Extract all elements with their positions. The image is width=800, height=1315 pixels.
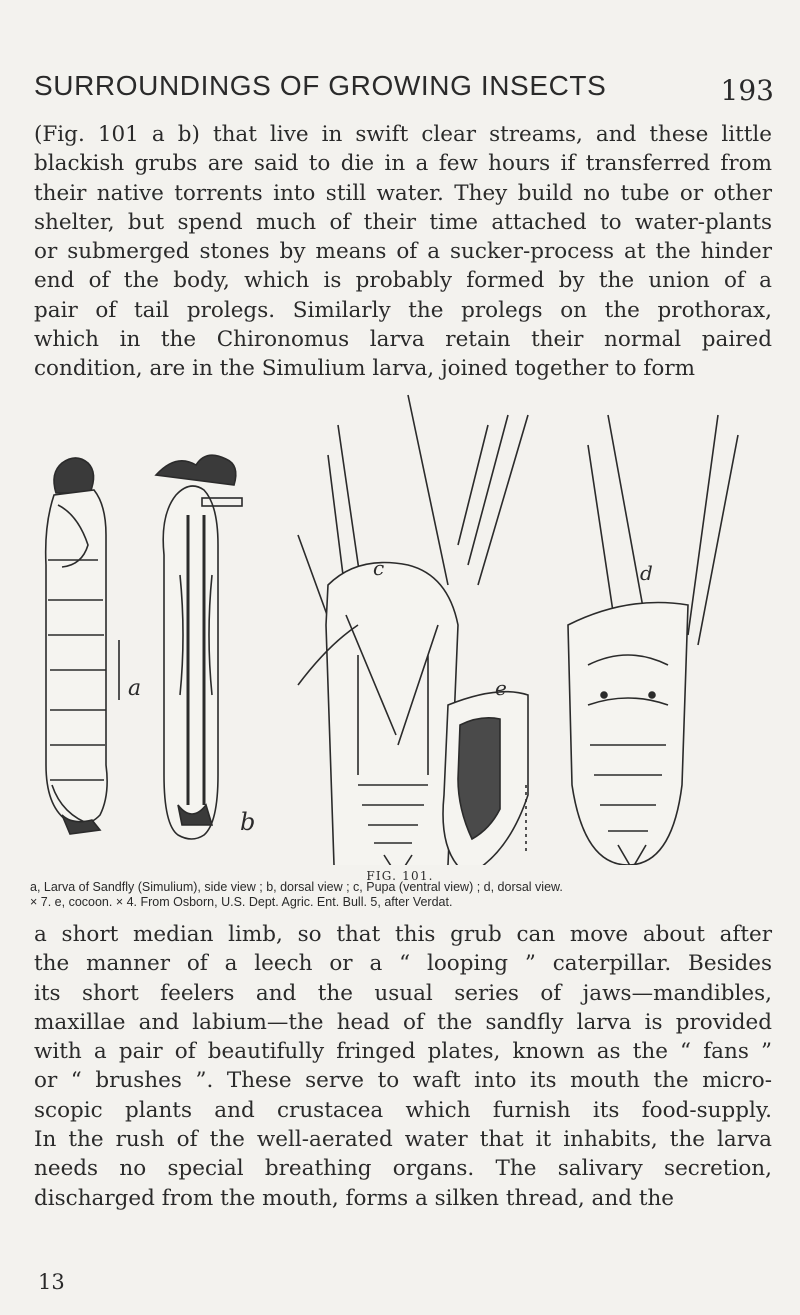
panel-letter-b: b xyxy=(240,808,256,836)
text-line: with a pair of beautifully fringed plates, known as the “ fans ” xyxy=(34,1039,772,1065)
figure-101-illustration xyxy=(28,385,772,865)
text-line: which in the Chironomus larva retain their normal paired xyxy=(34,327,772,353)
paragraph-1 xyxy=(34,120,772,384)
panel-letter-a: a xyxy=(128,676,142,701)
text-line: shelter, but spend much of their time attached to water-plants xyxy=(34,209,772,235)
text-line: or submerged stones by means of a sucker-process at the hinder xyxy=(34,239,772,265)
text-line: discharged from the mouth, forms a silken thread, and the xyxy=(34,1185,675,1211)
caption-line: × 7. e, cocoon. × 4. From Osborn, U.S. Dept. Agric. Ent. Bull. 5, after Verdat. xyxy=(30,895,453,909)
text-line: (Fig. 101 a b) that live in swift clear streams, and these little xyxy=(34,122,772,147)
text-line: end of the body, which is probably formed by the union of a xyxy=(34,268,772,294)
running-head-title: SURROUNDINGS OF GROWING INSECTS xyxy=(34,70,607,101)
larva-dorsal-view xyxy=(156,455,242,839)
text-line: a short median limb, so that this grub can move about after xyxy=(34,922,772,947)
text-line: or “ brushes ”. These serve to waft into its mouth the micro- xyxy=(34,1068,772,1094)
text-line: scopic plants and crustacea which furnish its food-supply. xyxy=(34,1097,772,1123)
signature-mark: 13 xyxy=(38,1270,65,1294)
larva-side-view xyxy=(46,458,119,834)
text-line: condition, are in the Simulium larva, joined together to form xyxy=(34,356,695,382)
running-head xyxy=(34,70,774,110)
text-line: blackish grubs are said to die in a few hours if transferred from xyxy=(34,151,772,177)
panel-letter-e: e xyxy=(495,676,507,700)
text-line: the manner of a leech or a “ looping ” caterpillar. Besides xyxy=(34,951,772,977)
cocoon xyxy=(443,692,528,865)
figure-caption xyxy=(30,880,770,910)
text-line: pair of tail prolegs. Similarly the prolegs on the prothorax, xyxy=(34,297,772,323)
text-line: maxillae and labium—the head of the sandfly larva is provided xyxy=(34,1009,772,1035)
pupa-dorsal-view xyxy=(568,415,738,865)
panel-letter-d: d xyxy=(640,561,653,585)
figure-drawing xyxy=(28,385,772,865)
panel-letter-c: c xyxy=(373,556,385,580)
text-line: needs no special breathing organs. The salivary secretion, xyxy=(34,1156,772,1182)
figure-label: FIG. 101. xyxy=(366,869,434,883)
text-line: their native torrents into still water. They build no tube or other xyxy=(34,180,772,206)
page-number: 193 xyxy=(720,74,774,107)
paragraph-2 xyxy=(34,920,772,1213)
text-line: its short feelers and the usual series of jaws—mandibles, xyxy=(34,980,772,1006)
text-line: In the rush of the well-aerated water that it inhabits, the larva xyxy=(34,1127,772,1153)
caption-line: a, Larva of Sandfly (Simulium), side view ; b, dorsal view ; c, Pupa (ventral view) ; d, dorsal view. xyxy=(30,880,563,894)
